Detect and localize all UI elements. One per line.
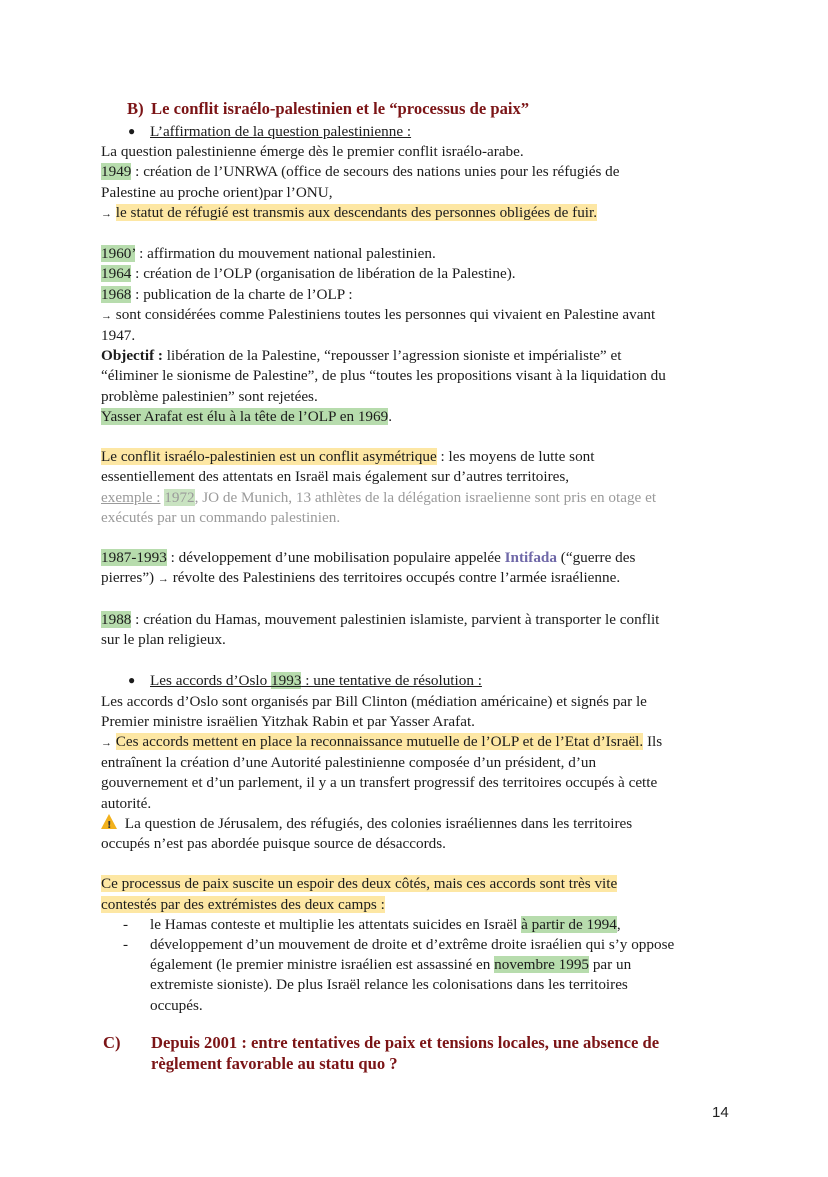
- extremists-list: [123, 915, 741, 1016]
- asym-text: : les moyens de lutte sont: [436, 448, 595, 466]
- bullet-oslo-text-a: Les accords d’Oslo: [150, 672, 272, 690]
- date-1964: 1964: [101, 265, 132, 283]
- text-1960: : affirmation du mouvement national palestinien.: [135, 245, 436, 263]
- section-b-title: Le conflit israélo-palestinien et le “processus de paix”: [151, 99, 530, 118]
- charter-line1: [101, 305, 741, 326]
- objectif-label: Objectif :: [101, 347, 163, 365]
- bullet-oslo: [128, 670, 741, 691]
- list-item: [123, 935, 741, 1016]
- espoir-highlight-1: Ce processus de paix suscite un espoir des deux côtés, mais ces accords sont très vite: [101, 875, 618, 893]
- arrow-right-icon: →: [101, 737, 112, 750]
- oslo-line6: autorité.: [101, 794, 152, 812]
- line-1968: [101, 285, 741, 305]
- line-1964: [101, 264, 741, 284]
- date-1988: 1988: [101, 610, 132, 628]
- asymmetric-highlight: Le conflit israélo-palestinien est un conflit asymétrique: [101, 448, 437, 466]
- warning-icon: [101, 814, 117, 829]
- recognition-highlight: Ces accords mettent en place la reconnaissance mutuelle de l’OLP et de l’Etat d’Israël.: [115, 733, 644, 751]
- exemple-text: , JO de Munich, 13 athlètes de la délégation israelienne sont pris en otage et: [194, 488, 657, 506]
- bullet-oslo-text-b: : une tentative de résolution :: [301, 672, 482, 690]
- li2-text-b: par un: [589, 956, 632, 974]
- bullet-icon: ●: [128, 673, 136, 688]
- objectif-line3: problème palestinien” sont rejetées.: [101, 387, 318, 405]
- date-1949: 1949: [101, 163, 132, 181]
- date-1968: 1968: [101, 285, 132, 303]
- arafat-end: .: [388, 407, 393, 425]
- oslo-line3: [101, 732, 741, 753]
- li2-line3: extremiste sioniste). De plus Israël relance les colonisations dans les territoires: [150, 976, 628, 994]
- warning-line2: occupés n’est pas abordée puisque source de désaccords.: [101, 835, 446, 853]
- objectif-line2: “éliminer le sionisme de Palestine”, de plus “toutes les propositions visant à la liquidation du: [101, 367, 666, 385]
- date-1987-1993: 1987-1993: [101, 549, 167, 567]
- li1-end: ,: [616, 915, 621, 933]
- date-1960: 1960’: [101, 245, 136, 263]
- date-nov-1995: novembre 1995: [494, 956, 590, 974]
- oslo-line4: entraînent la création d’une Autorité palestinienne composée d’un président, d’un: [101, 754, 597, 772]
- arafat-line: [101, 407, 741, 427]
- objectif-line1: [101, 346, 741, 366]
- exemple-label: exemple :: [101, 488, 161, 506]
- page-number: 14: [712, 1104, 729, 1121]
- list-item: [123, 915, 741, 935]
- paragraph-unrwa: [101, 162, 741, 182]
- unrwa-text-line2: Palestine au proche orient)par l’ONU,: [101, 183, 333, 201]
- li1-text: le Hamas conteste et multiplie les attentats suicides en Israël: [150, 915, 522, 933]
- paragraph-refugee-status: [101, 203, 741, 224]
- text-1964: : création de l’OLP (organisation de libération de la Palestine).: [131, 265, 516, 283]
- warning-text: La question de Jérusalem, des réfugiés, des colonies israéliennes dans les territoires: [121, 814, 633, 832]
- bullet-palestinian-question-text: L’affirmation de la question palestinienne :: [150, 123, 412, 140]
- espoir-line1: [101, 874, 741, 894]
- arrow-right-icon: →: [157, 573, 169, 586]
- charter-line2: 1947.: [101, 327, 136, 345]
- exemple-line1: [101, 488, 741, 508]
- espoir-line2: [101, 895, 741, 915]
- unrwa-text: : création de l’UNRWA (office de secours des nations unies pour les réfugiés de: [131, 163, 620, 181]
- espoir-highlight-2: contestés par des extrémistes des deux camps :: [101, 895, 385, 913]
- li2-line2: [150, 955, 741, 975]
- li2-line4: occupés.: [150, 996, 203, 1014]
- oslo-line1: Les accords d’Oslo sont organisés par Bill Clinton (médiation américaine) et signés par le: [101, 692, 647, 710]
- bullet-icon: ●: [128, 124, 136, 138]
- oslo-line5: gouvernement et d’un parlement, il y a un transfert progressif des territoires occupés à cette: [101, 774, 658, 792]
- date-1994: à partir de 1994: [521, 915, 617, 933]
- asym-line2: essentiellement des attentats en Israël mais également sur d’autres territoires,: [101, 468, 570, 486]
- intifada-line1: [101, 548, 741, 568]
- section-c-letter: C): [103, 1032, 121, 1052]
- hamas-line2: sur le plan religieux.: [101, 631, 226, 649]
- arrow-right-icon: →: [101, 309, 112, 322]
- charter-text: sont considérées comme Palestiniens toutes les personnes qui vivaient en Palestine avant: [112, 305, 656, 323]
- refugee-status-highlight: le statut de réfugié est transmis aux descendants des personnes obligées de fuir.: [115, 203, 598, 221]
- document-page: [101, 98, 741, 1074]
- intifada-text-4: révolte des Palestiniens des territoires occupés contre l’armée israélienne.: [168, 569, 621, 587]
- intifada-line2: [101, 568, 741, 589]
- intifada-text: : développement d’une mobilisation populaire appelée: [166, 549, 505, 567]
- li2-text: également (le premier ministre israélien est assassiné en: [150, 956, 495, 974]
- oslo-text-3: Ils: [643, 733, 663, 751]
- hamas-text: : création du Hamas, mouvement palestinien islamiste, parvient à transporter le conflit: [131, 610, 660, 628]
- section-c-heading: [103, 1032, 741, 1074]
- date-1993: 1993: [271, 672, 302, 690]
- oslo-line2: Premier ministre israëlien Yitzhak Rabin et par Yasser Arafat.: [101, 712, 475, 730]
- li2-line1: - développement d’un mouvement de droite et d’extrême droite israélien qui s’y oppose: [150, 936, 675, 954]
- section-c-title-1: Depuis 2001 : entre tentatives de paix et tensions locales, une absence de: [151, 1032, 660, 1052]
- section-c-title-2: règlement favorable au statu quo ?: [151, 1053, 398, 1073]
- arafat-highlight: Yasser Arafat est élu à la tête de l’OLP en 1969: [101, 407, 389, 425]
- asym-line1: [101, 447, 741, 467]
- hamas-line1: [101, 610, 741, 630]
- warning-line1: [101, 814, 741, 834]
- intifada-text-3: pierres”): [101, 569, 158, 587]
- line-1960: [101, 244, 741, 264]
- exemple-line2: exécutés par un commando palestinien.: [101, 508, 341, 526]
- text-1968: : publication de la charte de l’OLP :: [131, 285, 353, 303]
- intifada-word: Intifada: [504, 549, 557, 567]
- arrow-right-icon: →: [101, 207, 112, 220]
- intifada-text-2: (“guerre des: [556, 549, 636, 567]
- bullet-palestinian-question: [128, 121, 741, 142]
- section-b-letter: B): [127, 99, 144, 118]
- section-b-heading: [127, 98, 741, 119]
- objectif-text: libération de la Palestine, “repousser l’agression sioniste et impérialiste” et: [163, 347, 622, 365]
- date-1972: 1972: [164, 488, 195, 506]
- paragraph-emergence: La question palestinienne émerge dès le premier conflit israélo-arabe.: [101, 143, 524, 161]
